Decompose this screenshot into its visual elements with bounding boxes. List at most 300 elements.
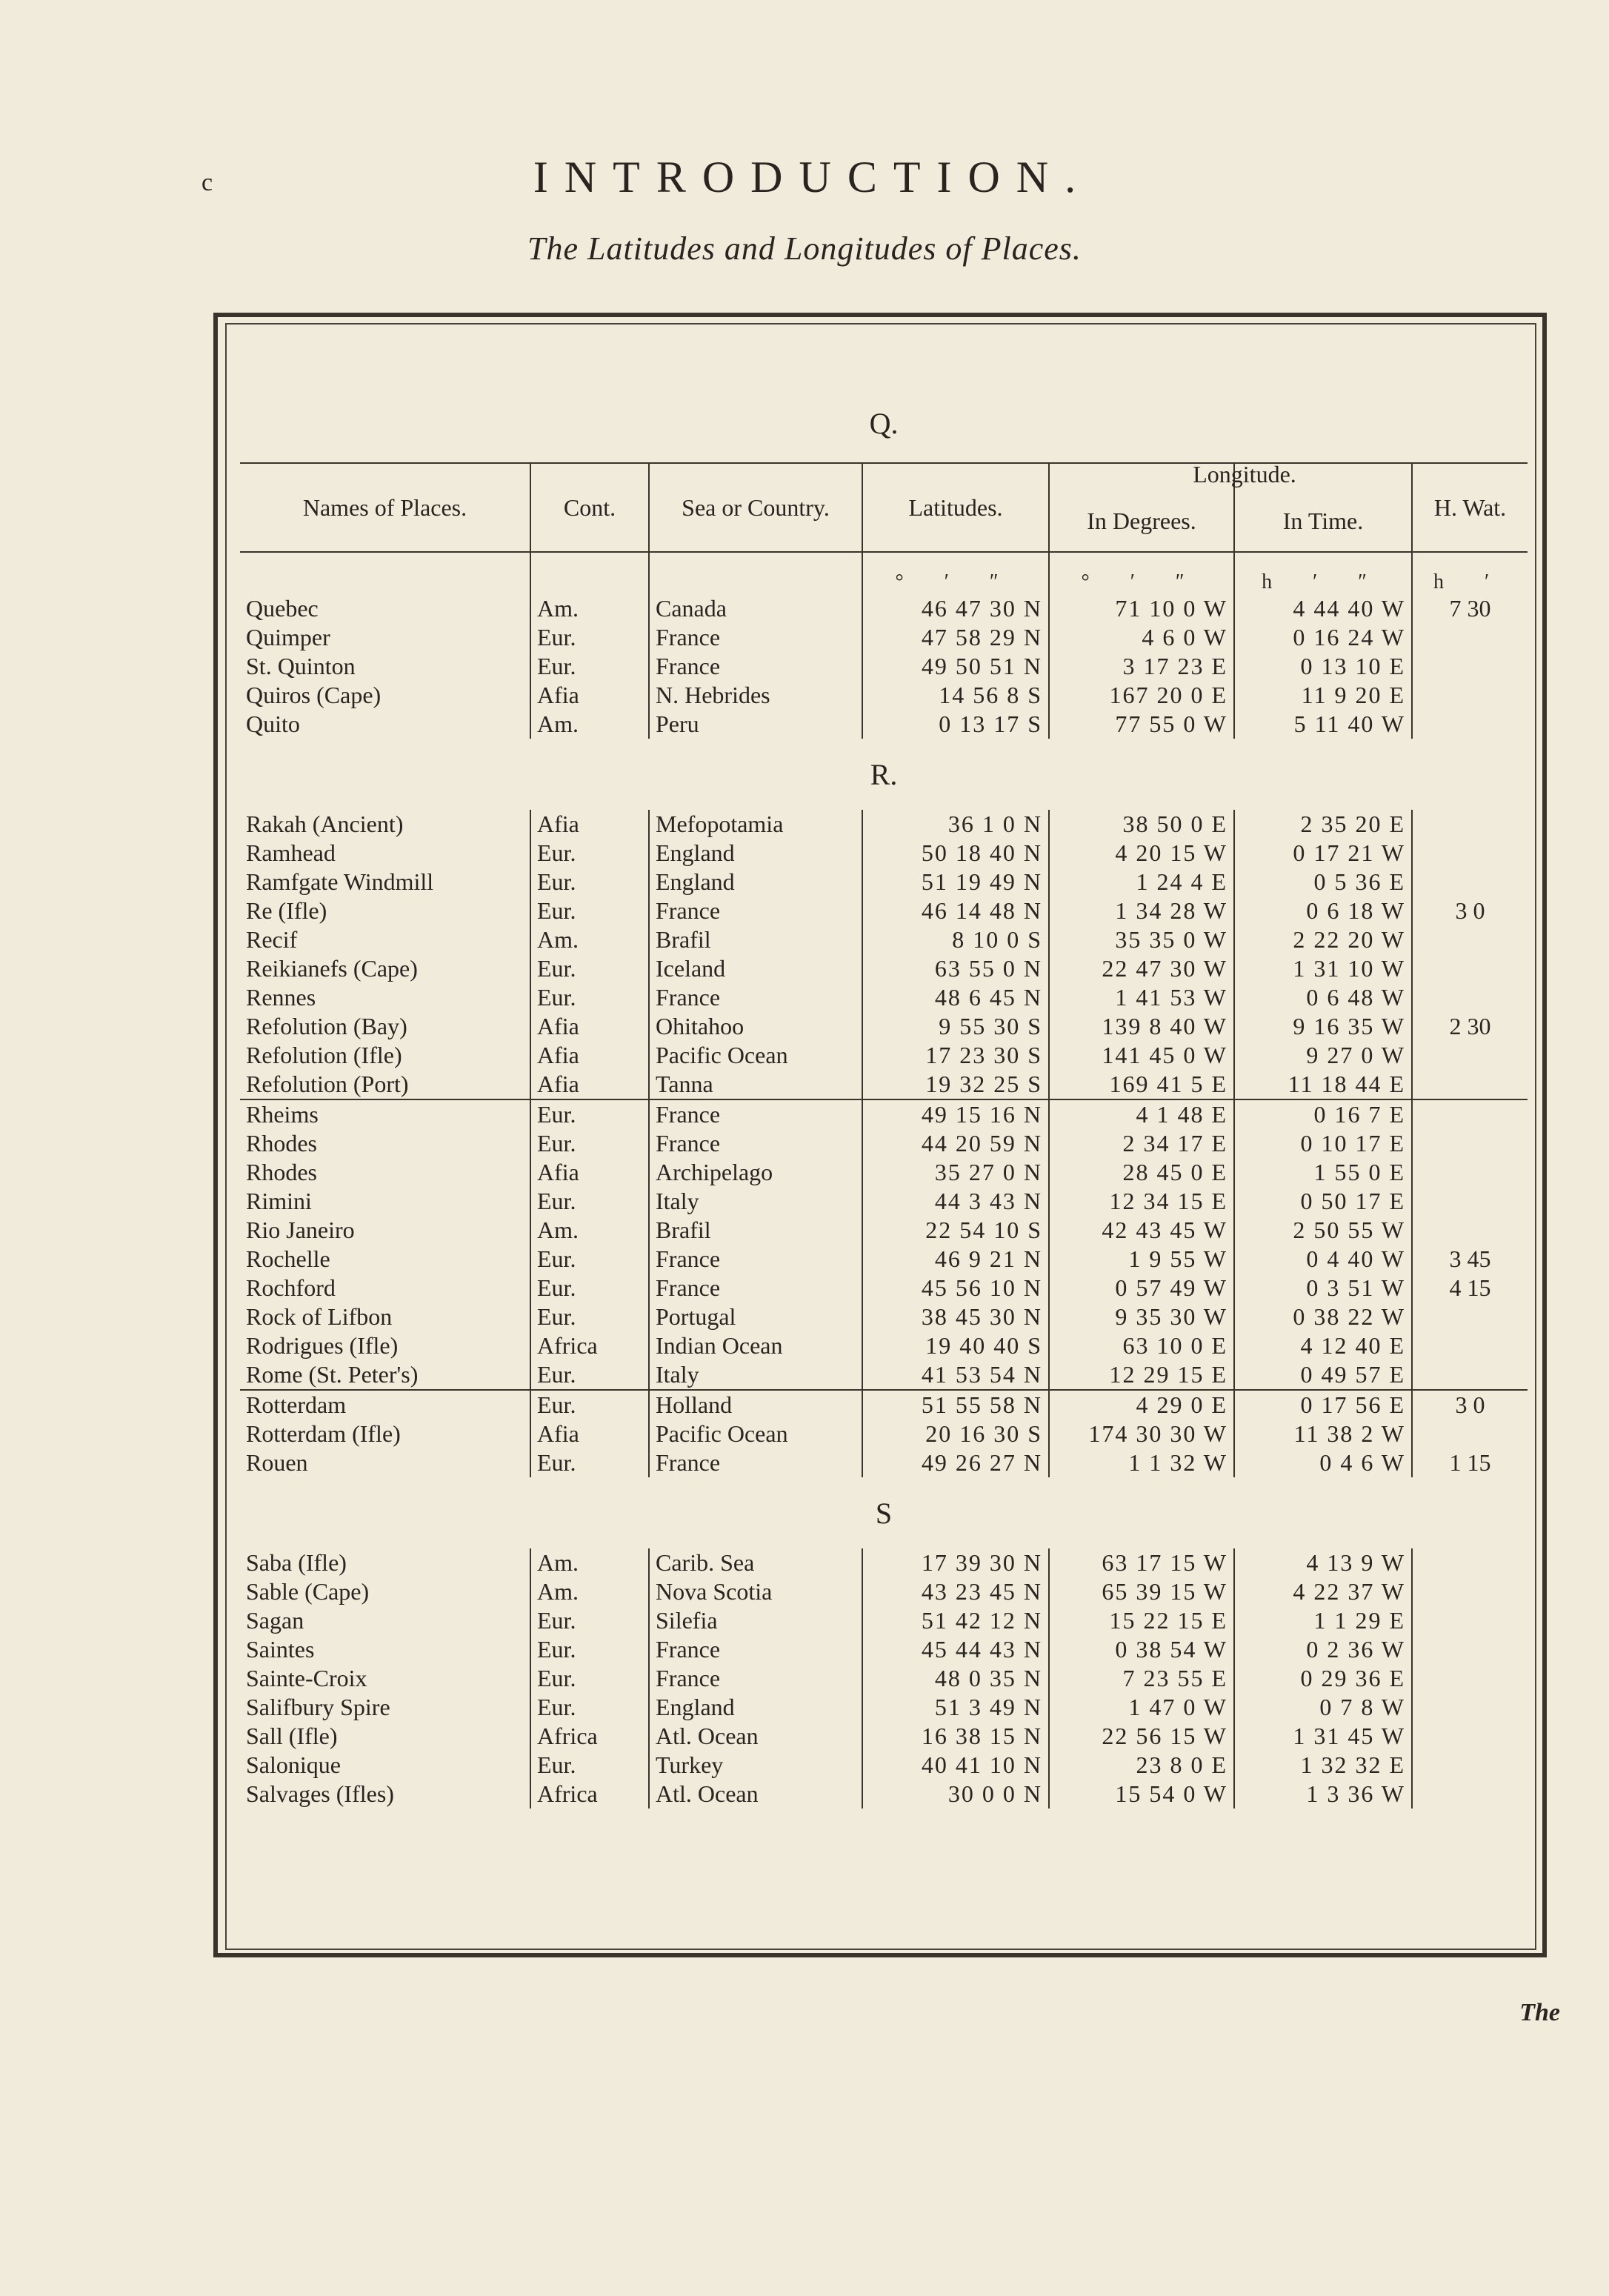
table-row [240,652,1528,681]
cell-deg: 63 17 15 W [1049,1548,1234,1577]
cell-hw [1412,681,1528,710]
cell-hw [1412,1577,1528,1606]
table-row [240,868,1528,896]
cell-lat: 51 3 49 N [862,1693,1049,1722]
cell-cont: Eur. [530,623,649,652]
cell-cont: Afia [530,1070,649,1099]
cell-name: Refolution (Ifle) [246,1042,402,1068]
cell-cont: Eur. [530,839,649,868]
cell-time: 11 38 2 W [1234,1420,1412,1448]
cell-deg: 38 50 0 E [1049,810,1234,839]
section-letter-row [240,1477,1528,1548]
cell-time: 0 17 56 E [1234,1390,1412,1420]
cell-name: Rotterdam (Ifle) [246,1420,401,1447]
table-row [240,1245,1528,1274]
cell-name: Reikianefs (Cape) [246,955,418,982]
units-row [240,552,1528,594]
cell-time: 0 38 22 W [1234,1302,1412,1331]
cell-name: Rakah (Ancient) [246,811,404,837]
cell-deg: 7 23 55 E [1049,1664,1234,1693]
cell-sea: France [649,1664,862,1693]
lat-units: ° ′ ″ [862,552,1049,594]
cell-cont: Africa [530,1331,649,1360]
section-letter: S [875,1496,893,1530]
cell-hw [1412,1693,1528,1722]
cell-time: 11 18 44 E [1234,1070,1412,1099]
cell-lat: 36 1 0 N [862,810,1049,839]
cell-name: Rouen [246,1449,308,1476]
cell-sea: Italy [649,1187,862,1216]
cell-hw [1412,839,1528,868]
cell-lat: 51 55 58 N [862,1390,1049,1420]
cell-sea: France [649,1099,862,1129]
cell-cont: Eur. [530,1664,649,1693]
cell-name: Re (Ifle) [246,897,327,924]
cell-cont: Eur. [530,1360,649,1390]
cell-deg: 2 34 17 E [1049,1129,1234,1158]
cell-hw: 2 30 [1412,1012,1528,1041]
cell-hw [1412,1606,1528,1635]
places-table [240,384,1528,1808]
cell-lat: 50 18 40 N [862,839,1049,868]
cell-cont: Am. [530,1577,649,1606]
cell-name: Sainte-Croix [246,1665,367,1691]
cell-hw: 3 45 [1412,1245,1528,1274]
cell-time: 0 7 8 W [1234,1693,1412,1722]
cell-hw [1412,1187,1528,1216]
cell-deg: 167 20 0 E [1049,681,1234,710]
table-row [240,1129,1528,1158]
cell-name: Rock of Lifbon [246,1303,393,1330]
cell-sea: Italy [649,1360,862,1390]
cell-time: 0 6 18 W [1234,896,1412,925]
cell-time: 4 22 37 W [1234,1577,1412,1606]
cell-name: Quebec [246,595,319,622]
header-latitudes: Latitudes. [862,463,1049,552]
cell-sea: Portugal [649,1302,862,1331]
cell-time: 4 44 40 W [1234,594,1412,623]
table-row [240,1577,1528,1606]
cell-cont: Afia [530,1158,649,1187]
cell-cont: Eur. [530,1302,649,1331]
cell-lat: 14 56 8 S [862,681,1049,710]
cell-cont: Eur. [530,868,649,896]
cell-name: Refolution (Bay) [246,1013,407,1039]
cell-lat: 43 23 45 N [862,1577,1049,1606]
table-row [240,925,1528,954]
cell-lat: 45 44 43 N [862,1635,1049,1664]
cell-sea: Pacific Ocean [649,1420,862,1448]
table-row [240,1070,1528,1099]
cell-cont: Eur. [530,652,649,681]
cell-lat: 41 53 54 N [862,1360,1049,1390]
cell-name: Rochford [246,1274,336,1301]
cell-time: 5 11 40 W [1234,710,1412,739]
table-row [240,1390,1528,1420]
cell-hw [1412,623,1528,652]
cell-sea: Iceland [649,954,862,983]
cell-sea: Canada [649,594,862,623]
cell-lat: 48 0 35 N [862,1664,1049,1693]
table-row [240,1751,1528,1780]
cell-deg: 15 54 0 W [1049,1780,1234,1808]
cell-deg: 0 57 49 W [1049,1274,1234,1302]
cell-cont: Eur. [530,1245,649,1274]
cell-cont: Eur. [530,1693,649,1722]
table-row [240,1635,1528,1664]
header-hwat: H. Wat. [1412,463,1528,552]
cell-time: 0 6 48 W [1234,983,1412,1012]
cell-name: Salvages (Ifles) [246,1780,394,1807]
cell-cont: Afia [530,810,649,839]
cell-hw [1412,1099,1528,1129]
cell-deg: 15 22 15 E [1049,1606,1234,1635]
cell-lat: 17 39 30 N [862,1548,1049,1577]
cell-name: Ramhead [246,839,336,866]
cell-hw [1412,1780,1528,1808]
cell-name: Recif [246,926,298,953]
cell-hw [1412,1158,1528,1187]
cell-time: 2 50 55 W [1234,1216,1412,1245]
cell-hw [1412,710,1528,739]
cell-lat: 46 14 48 N [862,896,1049,925]
cell-hw [1412,1722,1528,1751]
cell-name: Rimini [246,1188,312,1214]
cell-lat: 22 54 10 S [862,1216,1049,1245]
cell-name: Quimper [246,624,330,650]
cell-hw [1412,1751,1528,1780]
cell-hw [1412,1664,1528,1693]
cell-deg: 0 38 54 W [1049,1635,1234,1664]
cell-deg: 4 20 15 W [1049,839,1234,868]
cell-cont: Eur. [530,1099,649,1129]
cell-cont: Eur. [530,1448,649,1477]
cell-lat: 19 32 25 S [862,1070,1049,1099]
cell-hw [1412,925,1528,954]
cell-lat: 63 55 0 N [862,954,1049,983]
table-row [240,1041,1528,1070]
cell-deg: 141 45 0 W [1049,1041,1234,1070]
cell-sea: Mefopotamia [649,810,862,839]
header-in-time: In Time. [1282,507,1364,534]
cell-hw: 3 0 [1412,896,1528,925]
cell-lat: 44 3 43 N [862,1187,1049,1216]
cell-hw: 7 30 [1412,594,1528,623]
cell-cont: Eur. [530,954,649,983]
cell-lat: 51 42 12 N [862,1606,1049,1635]
hwat-units: h ′ [1412,552,1528,594]
cell-lat: 47 58 29 N [862,623,1049,652]
cell-deg: 23 8 0 E [1049,1751,1234,1780]
cell-deg: 42 43 45 W [1049,1216,1234,1245]
cell-lat: 20 16 30 S [862,1420,1049,1448]
cell-time: 0 50 17 E [1234,1187,1412,1216]
cell-time: 1 31 10 W [1234,954,1412,983]
cell-lat: 30 0 0 N [862,1780,1049,1808]
cell-sea: France [649,983,862,1012]
cell-name: Saba (Ifle) [246,1549,347,1576]
cell-lat: 51 19 49 N [862,868,1049,896]
cell-lat: 46 47 30 N [862,594,1049,623]
cell-sea: England [649,1693,862,1722]
cell-deg: 1 47 0 W [1049,1693,1234,1722]
cell-cont: Am. [530,594,649,623]
cell-name: Quiros (Cape) [246,682,382,708]
cell-cont: Eur. [530,1606,649,1635]
table-row [240,710,1528,739]
cell-time: 0 4 40 W [1234,1245,1412,1274]
cell-hw: 4 15 [1412,1274,1528,1302]
table-row [240,1099,1528,1129]
cell-time: 0 10 17 E [1234,1129,1412,1158]
cell-hw [1412,810,1528,839]
table-row [240,810,1528,839]
cell-lat: 0 13 17 S [862,710,1049,739]
catchword: The [1519,1999,1560,2026]
cell-time: 0 5 36 E [1234,868,1412,896]
cell-cont: Afia [530,1041,649,1070]
cell-lat: 8 10 0 S [862,925,1049,954]
cell-sea: Carib. Sea [649,1548,862,1577]
cell-time: 4 12 40 E [1234,1331,1412,1360]
cell-sea: Atl. Ocean [649,1780,862,1808]
table-row [240,1780,1528,1808]
table-row [240,1420,1528,1448]
cell-time: 2 22 20 W [1234,925,1412,954]
cell-cont: Afia [530,1420,649,1448]
cell-lat: 45 56 10 N [862,1274,1049,1302]
table-row [240,681,1528,710]
table-row [240,1274,1528,1302]
cell-deg: 71 10 0 W [1049,594,1234,623]
cell-deg: 28 45 0 E [1049,1158,1234,1187]
table-row [240,896,1528,925]
cell-time: 2 35 20 E [1234,810,1412,839]
longitude-header: Longitude. [1193,461,1296,488]
cell-deg: 169 41 5 E [1049,1070,1234,1099]
cell-sea: France [649,623,862,652]
cell-cont: Am. [530,1216,649,1245]
header-names: Names of Places. [240,463,530,552]
cell-lat: 49 15 16 N [862,1099,1049,1129]
table-row [240,1012,1528,1041]
cell-hw: 3 0 [1412,1390,1528,1420]
section-letter-row [240,739,1528,810]
cell-deg: 77 55 0 W [1049,710,1234,739]
header-in-degrees: In Degrees. [1087,507,1196,534]
table-row [240,1216,1528,1245]
cell-lat: 40 41 10 N [862,1751,1049,1780]
cell-cont: Eur. [530,1751,649,1780]
table-row [240,1302,1528,1331]
cell-hw [1412,954,1528,983]
cell-lat: 19 40 40 S [862,1331,1049,1360]
cell-name: Rhodes [246,1159,317,1185]
cell-sea: Silefia [649,1606,862,1635]
cell-sea: Nova Scotia [649,1577,862,1606]
cell-deg: 22 56 15 W [1049,1722,1234,1751]
cell-sea: Brafil [649,1216,862,1245]
cell-deg: 3 17 23 E [1049,652,1234,681]
cell-time: 1 1 29 E [1234,1606,1412,1635]
section-letter: R. [870,757,898,791]
cell-time: 0 16 24 W [1234,623,1412,652]
cell-deg: 35 35 0 W [1049,925,1234,954]
cell-cont: Afia [530,681,649,710]
cell-hw [1412,868,1528,896]
deg-units: ° ′ ″ [1049,552,1234,594]
cell-deg: 1 24 4 E [1049,868,1234,896]
table-row [240,839,1528,868]
cell-sea: N. Hebrides [649,681,862,710]
cell-name: Salifbury Spire [246,1694,390,1720]
table-row [240,1606,1528,1635]
cell-name: Rhodes [246,1130,317,1157]
cell-hw [1412,1129,1528,1158]
cell-name: Rheims [240,1099,530,1129]
cell-cont: Am. [530,710,649,739]
table-row [240,1448,1528,1477]
cell-time: 11 9 20 E [1234,681,1412,710]
cell-cont: Am. [530,925,649,954]
cell-lat: 38 45 30 N [862,1302,1049,1331]
cell-name: Refolution (Port) [246,1071,409,1097]
cell-name: Rome (St. Peter's) [246,1361,419,1388]
page-title: INTRODUCTION. [533,153,1093,202]
cell-name: Quito [246,711,300,737]
cell-name: St. Quinton [246,653,356,679]
cell-sea: Pacific Ocean [649,1041,862,1070]
cell-hw [1412,1216,1528,1245]
cell-sea: France [649,1448,862,1477]
cell-lat: 46 9 21 N [862,1245,1049,1274]
cell-sea: Peru [649,710,862,739]
cell-sea: Holland [649,1390,862,1420]
cell-deg: 4 1 48 E [1049,1099,1234,1129]
cell-deg: 139 8 40 W [1049,1012,1234,1041]
cell-cont: Eur. [530,1635,649,1664]
cell-hw [1412,1635,1528,1664]
cell-name: Sagan [246,1607,304,1634]
cell-hw [1412,1331,1528,1360]
cell-lat: 49 50 51 N [862,652,1049,681]
cell-sea: Brafil [649,925,862,954]
cell-hw [1412,983,1528,1012]
cell-cont: Eur. [530,983,649,1012]
cell-cont: Eur. [530,896,649,925]
cell-name: Sall (Ifle) [246,1723,338,1749]
cell-hw [1412,1548,1528,1577]
cell-time: 1 32 32 E [1234,1751,1412,1780]
cell-sea: France [649,896,862,925]
table-row [240,1158,1528,1187]
cell-hw [1412,1041,1528,1070]
cell-name: Rennes [246,984,316,1011]
cell-sea: Tanna [649,1070,862,1099]
cell-deg: 174 30 30 W [1049,1420,1234,1448]
section-letter: Q. [869,406,899,440]
cell-time: 1 31 45 W [1234,1722,1412,1751]
cell-lat: 48 6 45 N [862,983,1049,1012]
cell-name: Rotterdam [240,1390,530,1420]
cell-name: Saintes [246,1636,315,1663]
cell-sea: Indian Ocean [649,1331,862,1360]
cell-deg: 4 29 0 E [1049,1390,1234,1420]
table-row [240,1664,1528,1693]
cell-time: 1 3 36 W [1234,1780,1412,1808]
cell-lat: 16 38 15 N [862,1722,1049,1751]
cell-time: 9 16 35 W [1234,1012,1412,1041]
cell-name: Rio Janeiro [246,1217,355,1243]
table-row [240,1331,1528,1360]
cell-deg: 63 10 0 E [1049,1331,1234,1360]
cell-deg: 1 9 55 W [1049,1245,1234,1274]
cell-time: 0 3 51 W [1234,1274,1412,1302]
table-row [240,623,1528,652]
table-row [240,954,1528,983]
table-row [240,1693,1528,1722]
signature-mark: c [201,169,213,196]
cell-sea: France [649,1635,862,1664]
page-subtitle: The Latitudes and Longitudes of Places. [527,230,1082,267]
cell-cont: Eur. [530,1390,649,1420]
cell-hw: 1 15 [1412,1448,1528,1477]
cell-sea: France [649,1274,862,1302]
cell-name: Salonique [246,1751,341,1778]
cell-deg: 9 35 30 W [1049,1302,1234,1331]
cell-deg: 1 34 28 W [1049,896,1234,925]
cell-hw [1412,1070,1528,1099]
cell-time: 0 16 7 E [1234,1099,1412,1129]
cell-sea: France [649,652,862,681]
cell-time: 0 17 21 W [1234,839,1412,868]
cell-lat: 44 20 59 N [862,1129,1049,1158]
cell-sea: Turkey [649,1751,862,1780]
table-row [240,1187,1528,1216]
cell-time: 0 2 36 W [1234,1635,1412,1664]
cell-sea: France [649,1129,862,1158]
table-row [240,983,1528,1012]
cell-deg: 12 34 15 E [1049,1187,1234,1216]
time-units: h ′ ″ [1234,552,1412,594]
cell-time: 1 55 0 E [1234,1158,1412,1187]
header-cont: Cont. [530,463,649,552]
cell-lat: 49 26 27 N [862,1448,1049,1477]
table-row [240,1360,1528,1390]
cell-time: 0 29 36 E [1234,1664,1412,1693]
cell-sea: Archipelago [649,1158,862,1187]
cell-cont: Eur. [530,1187,649,1216]
cell-time: 0 49 57 E [1234,1360,1412,1390]
cell-sea: England [649,868,862,896]
cell-time: 4 13 9 W [1234,1548,1412,1577]
cell-sea: Ohitahoo [649,1012,862,1041]
cell-sea: Atl. Ocean [649,1722,862,1751]
cell-deg: 22 47 30 W [1049,954,1234,983]
cell-deg: 1 41 53 W [1049,983,1234,1012]
cell-cont: Africa [530,1722,649,1751]
cell-time: 0 13 10 E [1234,652,1412,681]
cell-cont: Eur. [530,1274,649,1302]
cell-name: Rodrigues (Ifle) [246,1332,399,1359]
cell-cont: Eur. [530,1129,649,1158]
cell-time: 0 4 6 W [1234,1448,1412,1477]
cell-lat: 17 23 30 S [862,1041,1049,1070]
section-letter-row [240,384,1528,463]
cell-hw [1412,1302,1528,1331]
cell-lat: 9 55 30 S [862,1012,1049,1041]
cell-deg: 65 39 15 W [1049,1577,1234,1606]
